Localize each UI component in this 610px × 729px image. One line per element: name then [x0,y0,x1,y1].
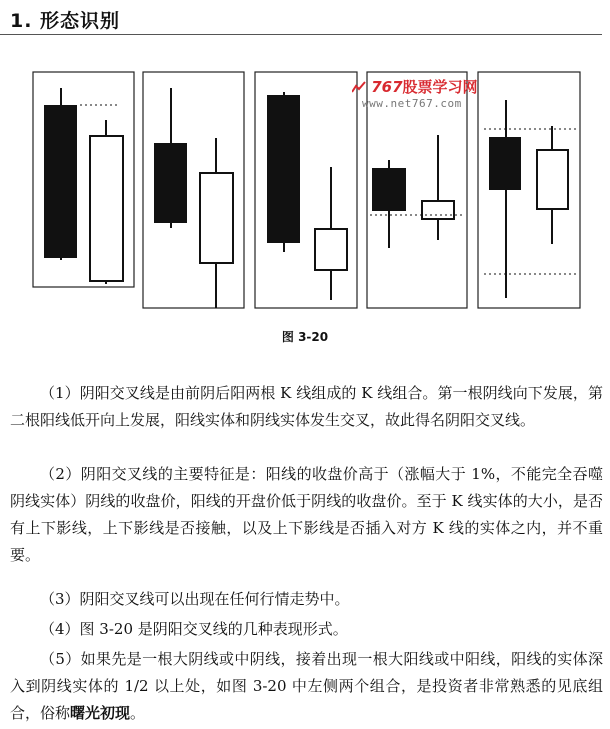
figure-caption: 图 3-20 [281,330,329,344]
watermark-logo-number: 767 [371,78,403,96]
watermark-logo-text: 股票学习网 [402,78,478,96]
paragraph-1: （1）阴阳交叉线是由前阴后阳两根 K 线组成的 K 线组合。第一根阴线向下发展，第二根阳线低开向上发展，阳线实体和阴线实体发生交叉，故此得名阴阳交叉线。 [10,384,603,429]
panel-5-bearish-body [489,137,521,190]
paragraph-5-term: 曙光初现 [70,704,131,722]
panel-2-bullish-body [200,173,233,263]
section-title: 1. 形态识别 [10,10,121,32]
candlestick-figure [0,0,610,330]
chart-trend-icon [352,81,366,93]
watermark-url: www.net767.com [362,97,462,110]
paragraph-2: （2）阴阳交叉线的主要特征是：阳线的收盘价高于（涨幅大于 1%，不能完全吞噬阴线实体）阴线的收盘价，阳线的开盘价低于阴线的收盘价。至于 K 线实体的大小，是否有上下影线，上下影线是否接触，以及上下影线是否插入对方 K 线的实体之内，并不重要。 [10,465,603,564]
panel-4-bearish-body [372,168,406,211]
paragraph-4: （4）图 3-20 是阴阳交叉线的几种表现形式。 [40,620,348,638]
panel-1-bullish-body [90,136,123,281]
panel-5-bullish-body [537,150,568,209]
paragraph-3: （3）阴阳交叉线可以出现在任何行情走势中。 [40,590,350,608]
paragraph-5-text: （5）如果先是一根大阴线或中阴线，接着出现一根大阳线或中阳线，阳线的实体深入到阴线实体的 1/2 以上处，如图 3-20 中左侧两个组合，是投资者非常熟悉的见底组合，俗称 [10,650,603,722]
watermark-logo [352,76,478,97]
panel-3-bullish-body [315,229,347,270]
paragraph-5-end: 。 [130,704,146,722]
panel-2-bearish-body [154,143,187,223]
watermark [348,76,488,116]
panel-3-bearish-body [267,95,300,243]
paragraph-5 [10,646,603,727]
panel-1-bearish-body [44,105,77,258]
panel-4-bullish-body [422,201,454,219]
